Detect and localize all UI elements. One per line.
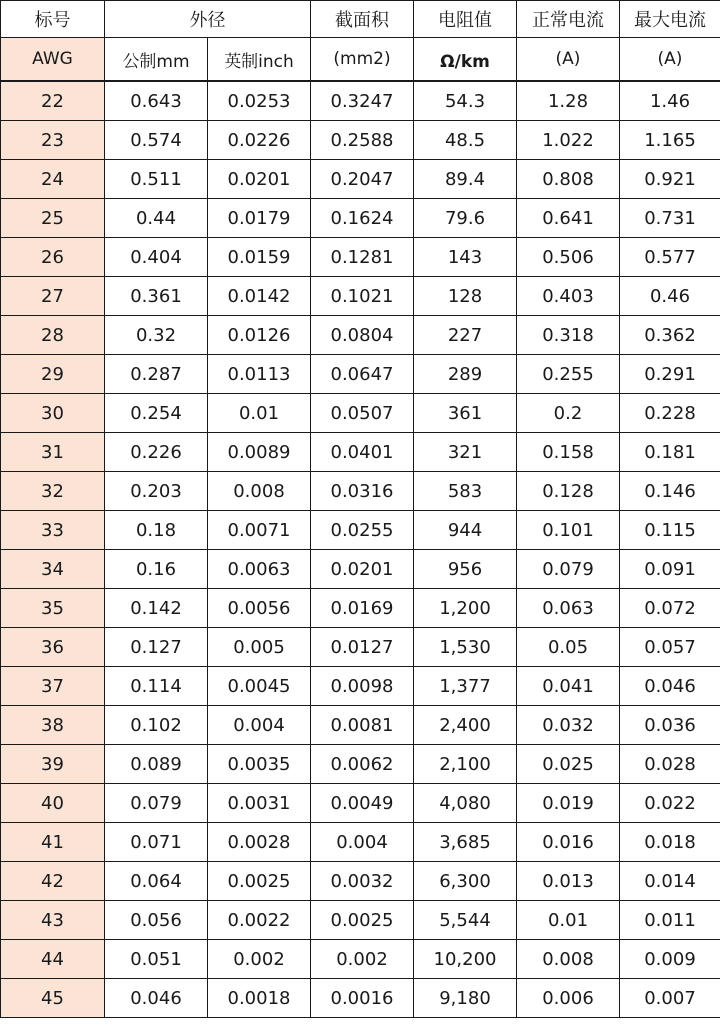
resistance-cell: 9,180: [414, 979, 517, 1018]
table-row: [1, 238, 720, 277]
gauge-cell: 29: [1, 355, 105, 394]
normal-current-header: 正常电流: [517, 1, 620, 38]
cross-section-cell: 0.1281: [311, 238, 414, 277]
gauge-cell: 34: [1, 550, 105, 589]
max-current-cell: 1.46: [620, 81, 720, 121]
cross-section-cell: 0.1624: [311, 199, 414, 238]
cross-section-header: 截面积: [311, 1, 414, 38]
table-row: [1, 199, 720, 238]
max-current-cell: 0.018: [620, 823, 720, 862]
table-row: [1, 901, 720, 940]
resistance-cell: 944: [414, 511, 517, 550]
imperial-diameter-cell: 0.01: [208, 394, 311, 433]
normal-current-cell: 0.013: [517, 862, 620, 901]
imperial-diameter-cell: 0.0113: [208, 355, 311, 394]
metric-diameter-cell: 0.44: [105, 199, 208, 238]
table-row: [1, 940, 720, 979]
metric-diameter-cell: 0.574: [105, 121, 208, 160]
cross-section-cell: 0.0169: [311, 589, 414, 628]
max-current-cell: 0.007: [620, 979, 720, 1018]
normal-current-cell: 0.506: [517, 238, 620, 277]
max-current-cell: 0.009: [620, 940, 720, 979]
imperial-unit-cell: 英制inch: [208, 38, 311, 82]
resistance-cell: 321: [414, 433, 517, 472]
metric-diameter-cell: 0.32: [105, 316, 208, 355]
imperial-diameter-cell: 0.0159: [208, 238, 311, 277]
metric-diameter-cell: 0.114: [105, 667, 208, 706]
cross-section-cell: 0.0049: [311, 784, 414, 823]
gauge-cell: 38: [1, 706, 105, 745]
imperial-diameter-cell: 0.0018: [208, 979, 311, 1018]
max-current-cell: 0.731: [620, 199, 720, 238]
normal-current-cell: 0.641: [517, 199, 620, 238]
imperial-diameter-cell: 0.004: [208, 706, 311, 745]
metric-diameter-cell: 0.089: [105, 745, 208, 784]
resistance-cell: 289: [414, 355, 517, 394]
resistance-cell: 2,400: [414, 706, 517, 745]
normal-current-cell: 0.05: [517, 628, 620, 667]
resistance-cell: 6,300: [414, 862, 517, 901]
table-row: [1, 121, 720, 160]
table-row: [1, 706, 720, 745]
cross-section-cell: 0.0507: [311, 394, 414, 433]
metric-diameter-cell: 0.643: [105, 81, 208, 121]
metric-diameter-cell: 0.079: [105, 784, 208, 823]
table-row: [1, 394, 720, 433]
max-current-unit-cell: (A): [620, 38, 720, 82]
cross-section-cell: 0.0255: [311, 511, 414, 550]
gauge-cell: 26: [1, 238, 105, 277]
table-row: [1, 550, 720, 589]
max-current-cell: 0.057: [620, 628, 720, 667]
resistance-cell: 2,100: [414, 745, 517, 784]
max-current-cell: 0.091: [620, 550, 720, 589]
imperial-diameter-cell: 0.0063: [208, 550, 311, 589]
max-current-cell: 0.46: [620, 277, 720, 316]
normal-current-cell: 0.016: [517, 823, 620, 862]
cross-section-cell: 0.0098: [311, 667, 414, 706]
max-current-cell: 0.146: [620, 472, 720, 511]
cross-section-cell: 0.004: [311, 823, 414, 862]
max-current-cell: 0.011: [620, 901, 720, 940]
gauge-cell: 37: [1, 667, 105, 706]
imperial-diameter-cell: 0.008: [208, 472, 311, 511]
normal-current-cell: 0.006: [517, 979, 620, 1018]
metric-unit-cell: 公制mm: [105, 38, 208, 82]
max-current-cell: 0.115: [620, 511, 720, 550]
table-row: [1, 823, 720, 862]
normal-current-cell: 0.403: [517, 277, 620, 316]
cross-section-cell: 0.0016: [311, 979, 414, 1018]
gauge-cell: 28: [1, 316, 105, 355]
header-row: [1, 1, 720, 38]
metric-diameter-cell: 0.102: [105, 706, 208, 745]
gauge-cell: 24: [1, 160, 105, 199]
imperial-diameter-cell: 0.0179: [208, 199, 311, 238]
metric-diameter-cell: 0.056: [105, 901, 208, 940]
normal-current-cell: 1.022: [517, 121, 620, 160]
max-current-cell: 0.036: [620, 706, 720, 745]
resistance-cell: 5,544: [414, 901, 517, 940]
gauge-cell: 23: [1, 121, 105, 160]
max-current-cell: 0.014: [620, 862, 720, 901]
metric-diameter-cell: 0.16: [105, 550, 208, 589]
resistance-cell: 128: [414, 277, 517, 316]
resistance-cell: 1,200: [414, 589, 517, 628]
imperial-diameter-cell: 0.0126: [208, 316, 311, 355]
max-current-cell: 0.291: [620, 355, 720, 394]
normal-current-cell: 0.079: [517, 550, 620, 589]
metric-diameter-cell: 0.046: [105, 979, 208, 1018]
area-unit-cell: (mm2): [311, 38, 414, 82]
imperial-diameter-cell: 0.0071: [208, 511, 311, 550]
table-row: [1, 433, 720, 472]
normal-current-cell: 0.2: [517, 394, 620, 433]
imperial-diameter-cell: 0.0226: [208, 121, 311, 160]
table-row: [1, 81, 720, 121]
table-row: [1, 472, 720, 511]
max-current-header: 最大电流: [620, 1, 720, 38]
metric-diameter-cell: 0.287: [105, 355, 208, 394]
normal-current-cell: 1.28: [517, 81, 620, 121]
resistance-cell: 143: [414, 238, 517, 277]
resistance-cell: 10,200: [414, 940, 517, 979]
cross-section-cell: 0.0127: [311, 628, 414, 667]
metric-diameter-cell: 0.254: [105, 394, 208, 433]
imperial-diameter-cell: 0.002: [208, 940, 311, 979]
normal-current-cell: 0.01: [517, 901, 620, 940]
unit-row: [1, 38, 720, 82]
cross-section-cell: 0.1021: [311, 277, 414, 316]
resistance-cell: 361: [414, 394, 517, 433]
gauge-cell: 32: [1, 472, 105, 511]
table-row: [1, 316, 720, 355]
normal-current-cell: 0.255: [517, 355, 620, 394]
table-row: [1, 745, 720, 784]
gauge-cell: 22: [1, 81, 105, 121]
cross-section-cell: 0.0804: [311, 316, 414, 355]
normal-current-cell: 0.318: [517, 316, 620, 355]
gauge-cell: 36: [1, 628, 105, 667]
normal-current-cell: 0.101: [517, 511, 620, 550]
normal-current-cell: 0.041: [517, 667, 620, 706]
gauge-cell: 40: [1, 784, 105, 823]
gauge-cell: 33: [1, 511, 105, 550]
metric-diameter-cell: 0.127: [105, 628, 208, 667]
resistance-cell: 54.3: [414, 81, 517, 121]
gauge-cell: 45: [1, 979, 105, 1018]
normal-current-cell: 0.032: [517, 706, 620, 745]
gauge-cell: 41: [1, 823, 105, 862]
gauge-cell: 27: [1, 277, 105, 316]
gauge-header: 标号: [1, 1, 105, 38]
metric-diameter-cell: 0.18: [105, 511, 208, 550]
table-row: [1, 355, 720, 394]
cross-section-cell: 0.2047: [311, 160, 414, 199]
normal-current-cell: 0.019: [517, 784, 620, 823]
gauge-cell: 35: [1, 589, 105, 628]
imperial-diameter-cell: 0.005: [208, 628, 311, 667]
metric-diameter-cell: 0.511: [105, 160, 208, 199]
cross-section-cell: 0.0647: [311, 355, 414, 394]
cross-section-cell: 0.0062: [311, 745, 414, 784]
imperial-diameter-cell: 0.0045: [208, 667, 311, 706]
imperial-diameter-cell: 0.0031: [208, 784, 311, 823]
max-current-cell: 0.362: [620, 316, 720, 355]
table-row: [1, 862, 720, 901]
awg-unit-cell: AWG: [1, 38, 105, 82]
imperial-diameter-cell: 0.0253: [208, 81, 311, 121]
resistance-cell: 79.6: [414, 199, 517, 238]
gauge-cell: 30: [1, 394, 105, 433]
cross-section-cell: 0.2588: [311, 121, 414, 160]
gauge-cell: 44: [1, 940, 105, 979]
cross-section-cell: 0.0201: [311, 550, 414, 589]
metric-diameter-cell: 0.203: [105, 472, 208, 511]
cross-section-cell: 0.0081: [311, 706, 414, 745]
normal-current-cell: 0.025: [517, 745, 620, 784]
max-current-cell: 0.228: [620, 394, 720, 433]
metric-diameter-cell: 0.404: [105, 238, 208, 277]
imperial-diameter-cell: 0.0035: [208, 745, 311, 784]
imperial-diameter-cell: 0.0028: [208, 823, 311, 862]
max-current-cell: 0.072: [620, 589, 720, 628]
max-current-cell: 0.022: [620, 784, 720, 823]
imperial-diameter-cell: 0.0022: [208, 901, 311, 940]
normal-current-cell: 0.128: [517, 472, 620, 511]
resistance-cell: 583: [414, 472, 517, 511]
max-current-cell: 1.165: [620, 121, 720, 160]
table-row: [1, 511, 720, 550]
resistance-cell: 89.4: [414, 160, 517, 199]
metric-diameter-cell: 0.142: [105, 589, 208, 628]
cross-section-cell: 0.0401: [311, 433, 414, 472]
max-current-cell: 0.046: [620, 667, 720, 706]
imperial-diameter-cell: 0.0142: [208, 277, 311, 316]
normal-current-unit-cell: (A): [517, 38, 620, 82]
resistance-cell: 1,530: [414, 628, 517, 667]
resistance-cell: 227: [414, 316, 517, 355]
metric-diameter-cell: 0.051: [105, 940, 208, 979]
max-current-cell: 0.028: [620, 745, 720, 784]
table-row: [1, 667, 720, 706]
cross-section-cell: 0.0316: [311, 472, 414, 511]
metric-diameter-cell: 0.226: [105, 433, 208, 472]
resistance-cell: 4,080: [414, 784, 517, 823]
gauge-cell: 42: [1, 862, 105, 901]
max-current-cell: 0.921: [620, 160, 720, 199]
resistance-cell: 48.5: [414, 121, 517, 160]
metric-diameter-cell: 0.361: [105, 277, 208, 316]
table-row: [1, 277, 720, 316]
gauge-cell: 39: [1, 745, 105, 784]
table-row: [1, 784, 720, 823]
table-row: [1, 589, 720, 628]
resistance-cell: 1,377: [414, 667, 517, 706]
normal-current-cell: 0.808: [517, 160, 620, 199]
cross-section-cell: 0.0032: [311, 862, 414, 901]
resistance-cell: 3,685: [414, 823, 517, 862]
imperial-diameter-cell: 0.0201: [208, 160, 311, 199]
max-current-cell: 0.181: [620, 433, 720, 472]
imperial-diameter-cell: 0.0089: [208, 433, 311, 472]
cross-section-cell: 0.002: [311, 940, 414, 979]
resistance-cell: 956: [414, 550, 517, 589]
cross-section-cell: 0.0025: [311, 901, 414, 940]
metric-diameter-cell: 0.071: [105, 823, 208, 862]
max-current-cell: 0.577: [620, 238, 720, 277]
cross-section-cell: 0.3247: [311, 81, 414, 121]
imperial-diameter-cell: 0.0025: [208, 862, 311, 901]
metric-diameter-cell: 0.064: [105, 862, 208, 901]
resistance-header: 电阻值: [414, 1, 517, 38]
outer-diameter-header: 外径: [105, 1, 311, 38]
gauge-cell: 31: [1, 433, 105, 472]
normal-current-cell: 0.008: [517, 940, 620, 979]
gauge-cell: 25: [1, 199, 105, 238]
table-row: [1, 160, 720, 199]
gauge-cell: 43: [1, 901, 105, 940]
normal-current-cell: 0.158: [517, 433, 620, 472]
table-row: [1, 628, 720, 667]
resistance-unit-cell: Ω/km: [414, 38, 517, 82]
table-row: [1, 979, 720, 1018]
normal-current-cell: 0.063: [517, 589, 620, 628]
imperial-diameter-cell: 0.0056: [208, 589, 311, 628]
